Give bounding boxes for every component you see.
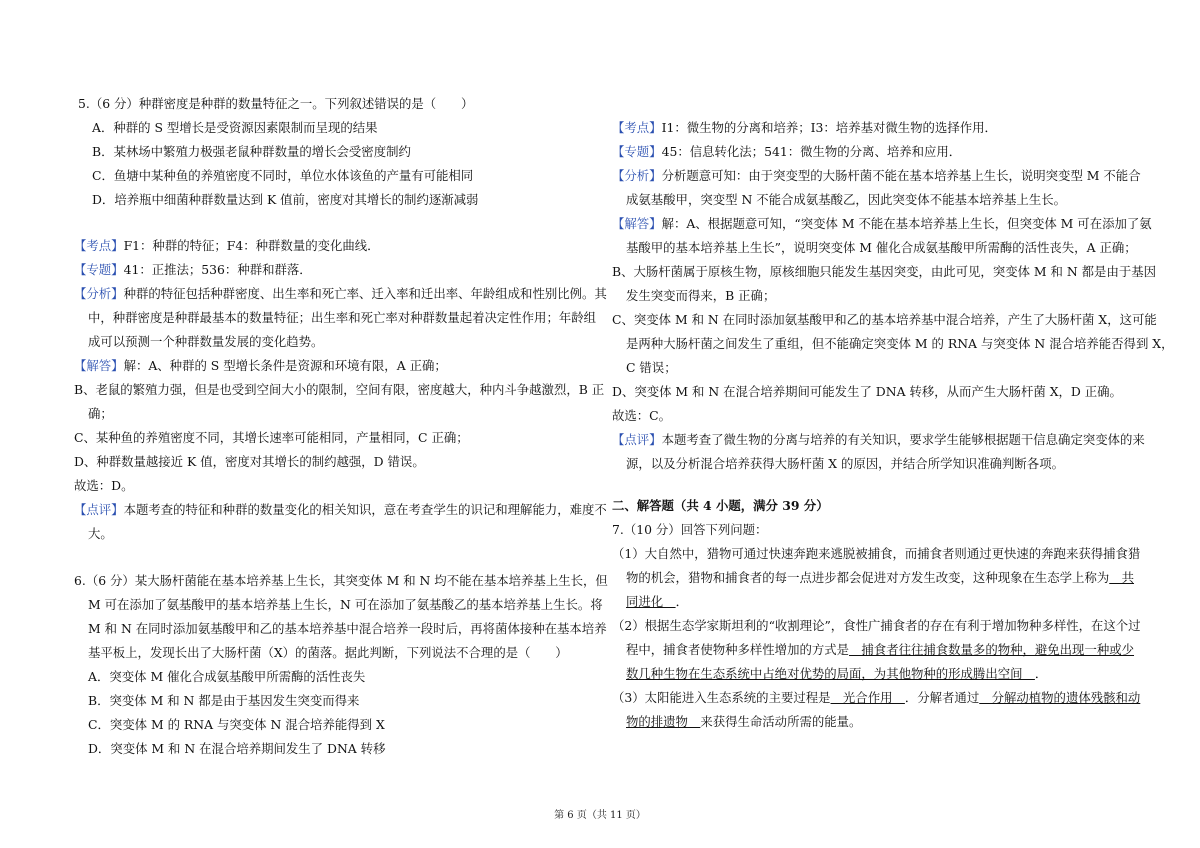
- q6-fenxi-line: 成氨基酸甲，突变型 N 不能合成氨基酸乙，因此突变体不能基本培养基上生长。: [626, 192, 1066, 207]
- q7-part3-text: （3）太阳能进入生态系统的主要过程是: [612, 690, 831, 705]
- q7-part1-line: [626, 570, 1134, 586]
- jieda-tag: 【解答】: [612, 216, 662, 231]
- q5-dianping-line: 大。: [88, 526, 113, 541]
- q7-part2-line: （2）根据生态学家斯坦利的“收割理论”，食性广捕食者的存在有利于增加物种多样性，在这个过: [612, 618, 1141, 633]
- q7-part3-end: 来获得生命活动所需的能量。: [700, 714, 862, 729]
- q6-jieda-line: C 错误；: [626, 360, 677, 375]
- q6-jieda-line: B、大肠杆菌属于原核生物，原核细胞只能发生基因突变，由此可见，突变体 M 和 N 都是由于基因: [612, 264, 1157, 279]
- q6-dianping-line: 源，以及分析混合培养获得大肠杆菌 X 的原因，并结合所学知识准确判断各项。: [626, 456, 1064, 471]
- q6-jieda-line: D、突变体 M 和 N 在混合培养期间可能发生了 DNA 转移，从而产生大肠杆菌 X，D 正确。: [612, 384, 1122, 399]
- q7-part3-line: [626, 714, 861, 730]
- jieda-text: 解：A、种群的 S 型增长条件是资源和环境有限，A 正确；: [123, 358, 447, 373]
- dianping-tag: 【点评】: [612, 432, 662, 447]
- kaodian-tag: 【考点】: [612, 120, 662, 135]
- q5-jieda-line: 确；: [88, 406, 113, 421]
- q7-part2-line: [626, 642, 1134, 658]
- q5-jieda-line: D、种群数量越接近 K 值，密度对其增长的制约越强，D 错误。: [74, 454, 425, 469]
- q6-stem-line: M 和 N 在同时添加氨基酸甲和乙的基本培养基中混合培养一段时后，再将菌体接种在基本培养: [88, 621, 607, 636]
- q5-zhuanti: [74, 262, 312, 278]
- q6-stem-line: 基平板上，发现长出了大肠杆菌（X）的菌落。据此判断，下列说法不合理的是（ ）: [88, 645, 568, 660]
- q5-option-b: B．某林场中繁殖力极强老鼠种群数量的增长会受密度制约: [92, 144, 411, 159]
- fenxi-tag: 【分析】: [612, 168, 662, 183]
- q6-stem: 6.（6 分）某大肠杆菌能在基本培养基上生长，其突变体 M 和 N 均不能在基本培养基上生长，但: [74, 573, 608, 588]
- q7-part3-answer: 物的排遗物: [626, 714, 701, 729]
- q5-option-a: A．种群的 S 型增长是受资源因素限制而呈现的结果: [92, 120, 378, 135]
- q5-fenxi-line: 中，种群密度是种群最基本的数量特征；出生率和死亡率对种群数量起着决定性作用；年龄组: [88, 310, 597, 325]
- q6-jieda-line: 基酸甲的基本培养基上生长”，说明突变体 M 催化合成氨基酸甲所需酶的活性丧失，A 正确；: [626, 240, 1137, 255]
- section-title: 二、解答题（共 4 小题，满分 39 分）: [612, 498, 829, 513]
- q7-part2-text: 程中，捕食者使物种多样性增加的方式是: [626, 642, 850, 657]
- page-footer: 第 6 页（共 11 页）: [554, 810, 646, 821]
- q5-jieda-line: B、老鼠的繁殖力强，但是也受到空间大小的限制，空间有限，密度越大，种内斗争越激烈，B 正: [74, 382, 605, 397]
- q5-fenxi-line: 成可以预测一个种群数量发展的变化趋势。: [88, 334, 324, 349]
- q6-answer: 故选：C。: [612, 408, 672, 423]
- q7-part2-line: [626, 666, 1047, 682]
- kaodian-text: F1：种群的特征；F4：种群数量的变化曲线．: [123, 238, 380, 253]
- kaodian-text: I1：微生物的分离和培养；I3：培养基对微生物的选择作用．: [661, 120, 997, 135]
- q6-jieda-line: 发生突变而得来，B 正确；: [626, 288, 776, 303]
- q6-jieda-line: 是两种大肠杆菌之间发生了重组，但不能确定突变体 M 的 RNA 与突变体 N 混合培养能否得到 X，: [626, 336, 1174, 351]
- q7-part1-text: 物的机会，猎物和捕食者的每一点进步都会促进对方发生改变，这种现象在生态学上称为: [626, 570, 1110, 585]
- zhuanti-text: 45：信息转化法；541：微生物的分离、培养和应用．: [661, 144, 962, 159]
- q6-option-d: D．突变体 M 和 N 在混合培养期间发生了 DNA 转移: [88, 741, 386, 756]
- kaodian-tag: 【考点】: [74, 238, 124, 253]
- q7-part3-line: [612, 690, 1140, 706]
- q5-jieda: [74, 358, 447, 374]
- zhuanti-tag: 【专题】: [612, 144, 662, 159]
- q6-dianping: [612, 432, 1145, 448]
- q5-answer: 故选：D。: [74, 478, 134, 493]
- q6-stem-line: M 可在添加了氨基酸甲的基本培养基上生长，N 可在添加了氨基酸乙的基本培养基上生长。将: [88, 597, 603, 612]
- q7-part3-text: ．分解者通过: [904, 690, 980, 705]
- q6-option-a: A．突变体 M 催化合成氨基酸甲所需酶的活性丧失: [88, 669, 366, 684]
- q5-fenxi: [74, 286, 607, 302]
- dianping-text: 本题考查的特征和种群的数量变化的相关知识，意在考查学生的识记和理解能力，难度不: [123, 502, 607, 517]
- q6-zhuanti: [612, 144, 961, 160]
- q7-part3-answer: 分解动植物的遗体残骸和动: [979, 690, 1141, 705]
- q6-jieda-line: C、突变体 M 和 N 在同时添加氨基酸甲和乙的基本培养基中混合培养，产生了大肠杆菌 X，这可能: [612, 312, 1157, 327]
- fenxi-text: 分析题意可知：由于突变型的大肠杆菌不能在基本培养基上生长，说明突变型 M 不能合: [661, 168, 1141, 183]
- q6-option-b: B．突变体 M 和 N 都是由于基因发生突变而得来: [88, 693, 360, 708]
- q7-part1-line: （1）大自然中，猎物可通过快速奔跑来逃脱被捕食，而捕食者则通过更快速的奔跑来获得捕食猎: [612, 546, 1141, 561]
- dianping-tag: 【点评】: [74, 502, 124, 517]
- zhuanti-text: 41：正推法；536：种群和群落．: [123, 262, 312, 277]
- q5-option-d: D．培养瓶中细菌种群数量达到 K 值前，密度对其增长的制约逐渐减弱: [92, 192, 479, 207]
- q7-part1-end: ．: [675, 594, 688, 609]
- q7-part2-answer: 数几种生物在生态系统中占绝对优势的局面，为其他物种的形成腾出空间: [626, 666, 1035, 681]
- q6-option-c: C．突变体 M 的 RNA 与突变体 N 混合培养能得到 X: [88, 717, 385, 732]
- q5-stem: 5.（6 分）种群密度是种群的数量特征之一。下列叙述错误的是（ ）: [78, 96, 474, 111]
- q7-part1-line: [626, 594, 688, 610]
- q5-kaodian: [74, 238, 380, 254]
- q6-kaodian: [612, 120, 997, 136]
- q5-jieda-line: C、某种鱼的养殖密度不同，其增长速率可能相同，产量相同，C 正确；: [74, 430, 469, 445]
- q7-stem: 7.（10 分）回答下列问题：: [612, 522, 768, 537]
- q5-dianping: [74, 502, 607, 518]
- q5-option-c: C．鱼塘中某种鱼的养殖密度不同时，单位水体该鱼的产量有可能相同: [92, 168, 474, 183]
- jieda-text: 解：A、根据题意可知，“突变体 M 不能在基本培养基上生长，但突变体 M 可在添加了氨: [661, 216, 1152, 231]
- dianping-text: 本题考查了微生物的分离与培养的有关知识，要求学生能够根据题干信息确定突变体的来: [661, 432, 1145, 447]
- q7-part2-answer: 捕食者往往捕食数量多的物种，避免出现一种或少: [849, 642, 1135, 657]
- jieda-tag: 【解答】: [74, 358, 124, 373]
- q7-part3-answer: 光合作用: [830, 690, 905, 705]
- zhuanti-tag: 【专题】: [74, 262, 124, 277]
- q7-part2-end: ．: [1034, 666, 1048, 681]
- q7-part1-answer: 共: [1109, 570, 1135, 585]
- fenxi-text: 种群的特征包括种群密度、出生率和死亡率、迁入率和迁出率、年龄组成和性别比例。其: [123, 286, 607, 301]
- q7-part1-answer: 同进化: [626, 594, 676, 609]
- q6-jieda: [612, 216, 1152, 232]
- fenxi-tag: 【分析】: [74, 286, 124, 301]
- q6-fenxi: [612, 168, 1141, 184]
